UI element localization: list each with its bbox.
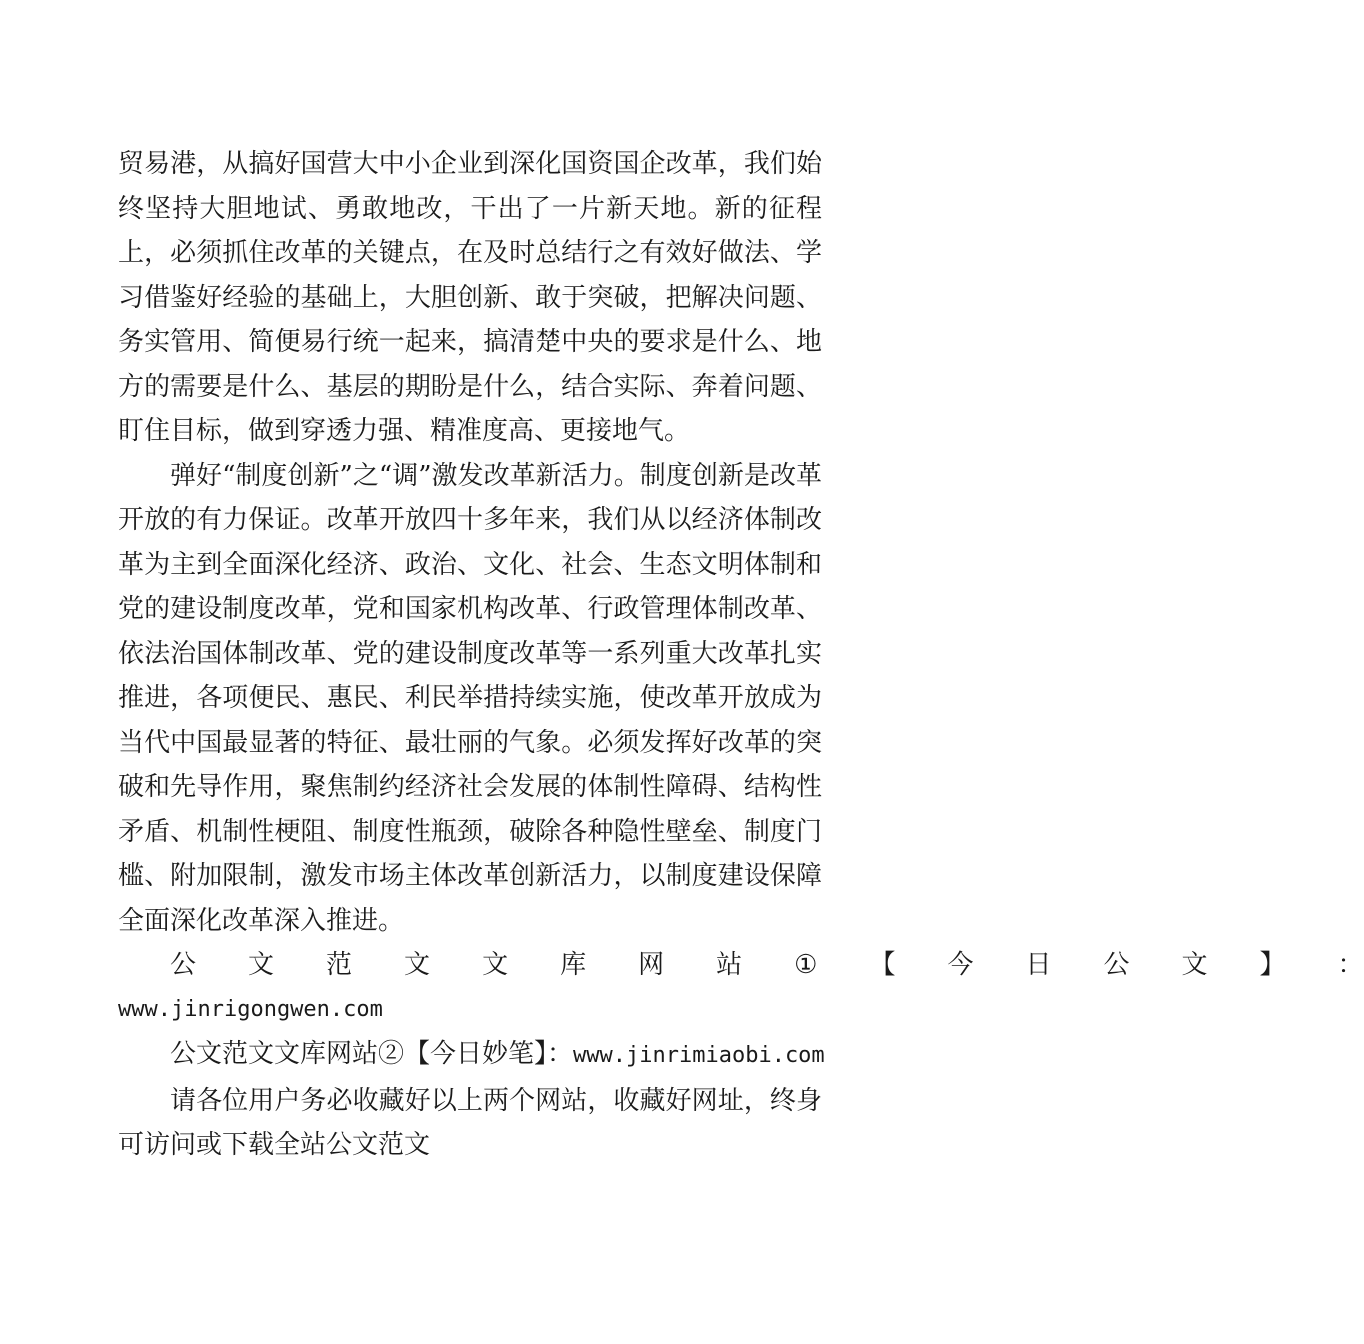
site-2-label: 公文范文文库网站②【今日妙笔】： [170, 1039, 574, 1069]
site-1-block [118, 943, 1364, 1032]
site-2-url[interactable]: www.jinrimiaobi.com [573, 1043, 825, 1068]
site-1-url[interactable]: www.jinrigongwen.com [118, 996, 383, 1022]
site-2-line [118, 1032, 825, 1079]
site-1-label: 公 文 范 文 文 库 网 站 ① 【 今 日 公 文 】 ： [170, 950, 1364, 980]
body-paragraph-1: 贸易港，从搞好国营大中小企业到深化国资国企改革，我们始终坚持大胆地试、勇敢地改，干出了一片新天地。新的征程上，必须抓住改革的关键点，在及时总结行之有效好做法、学习借鉴好经验的基础上，大胆创新、敢于突破，把解决问题、务实管用、简便易行统一起来，搞清楚中央的要求是什么、地方的需要是什么、基层的期盼是什么，结合实际、奔着问题、盯住目标，做到穿透力强、精准度高、更接地气。 [118, 149, 822, 446]
document-page [118, 142, 1364, 1168]
bookmark-notice: 请各位用户务必收藏好以上两个网站，收藏好网址，终身可访问或下载全站公文范文 [118, 1085, 822, 1160]
body-paragraph-2: 弹好“制度创新”之“调”激发改革新活力。制度创新是改革开放的有力保证。改革开放四十多年来，我们从以经济体制改革为主到全面深化经济、政治、文化、社会、生态文明体制和党的建设制度改革，党和国家机构改革、行政管理体制改革、依法治国体制改革、党的建设制度改革等一系列重大改革扎实推进，各项便民、惠民、利民举措持续实施，使改革开放成为当代中国最显著的特征、最壮丽的气象。必须发挥好改革的突破和先导作用，聚焦制约经济社会发展的体制性障碍、结构性矛盾、机制性梗阻、制度性瓶颈，破除各种隐性壁垒、制度门槛、附加限制，激发市场主体改革创新活力，以制度建设保障全面深化改革深入推进。 [118, 460, 822, 936]
